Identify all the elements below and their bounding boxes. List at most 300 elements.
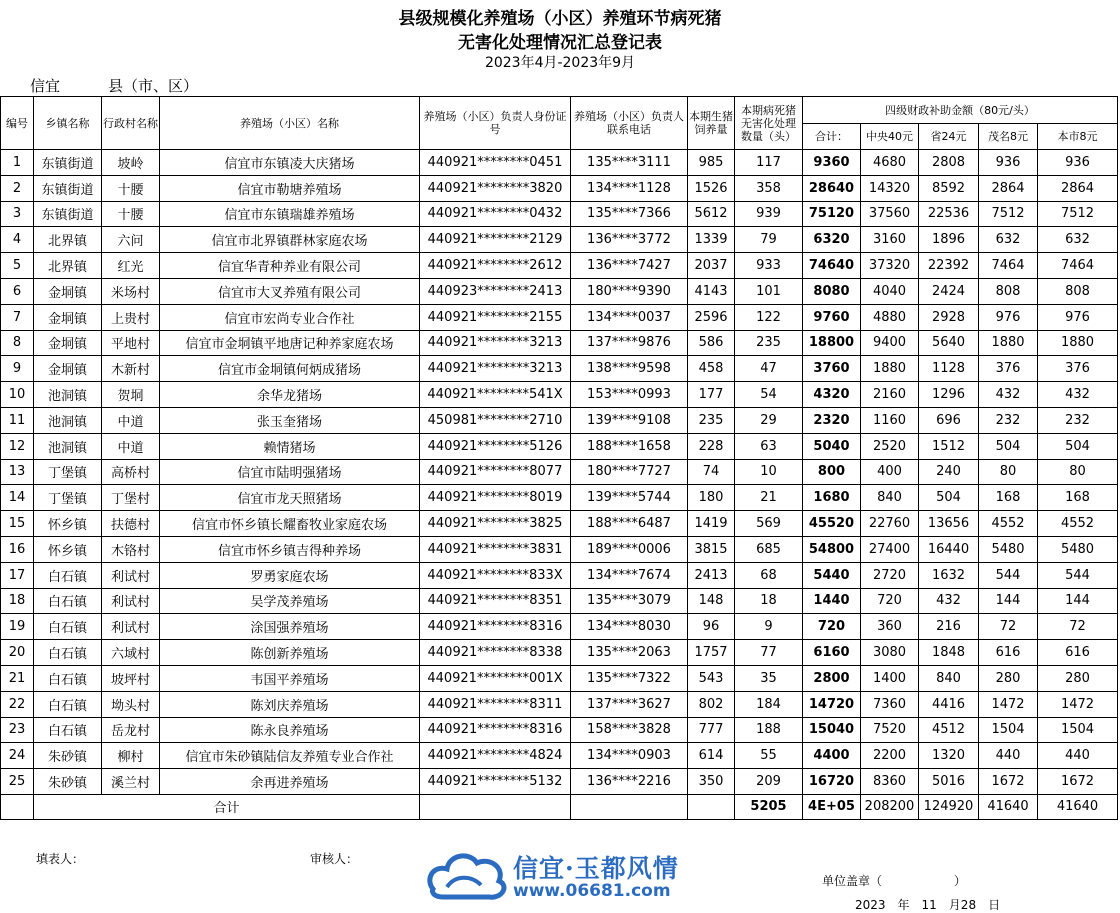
row-no: 5 — [1, 253, 34, 279]
row-town: 怀乡镇 — [34, 511, 102, 537]
total-subsidy-central: 208200 — [861, 794, 919, 819]
row-dead: 685 — [735, 536, 803, 562]
row-phone: 136****7427 — [571, 253, 688, 279]
row-subsidy-total: 5440 — [803, 562, 861, 588]
row-subsidy-central: 7520 — [861, 717, 919, 743]
row-subsidy-city: 144 — [979, 588, 1038, 614]
row-farm: 信宜市勒塘养殖场 — [160, 175, 420, 201]
row-no: 11 — [1, 407, 34, 433]
row-subsidy-province: 840 — [919, 665, 979, 691]
title-line1: 县级规模化养殖场（小区）养殖环节病死猪 — [398, 9, 722, 29]
row-no: 18 — [1, 588, 34, 614]
row-village: 六问 — [102, 227, 160, 253]
row-phone: 138****9598 — [571, 356, 688, 382]
row-stock: 177 — [688, 382, 735, 408]
row-town: 东镇街道 — [34, 150, 102, 176]
row-subsidy-total: 9760 — [803, 304, 861, 330]
row-phone: 189****0006 — [571, 536, 688, 562]
row-town: 北界镇 — [34, 227, 102, 253]
table-row — [1, 665, 1118, 691]
row-no: 8 — [1, 330, 34, 356]
row-farm: 罗勇家庭农场 — [160, 562, 420, 588]
row-stock: 235 — [688, 407, 735, 433]
table-row — [1, 459, 1118, 485]
row-id: 440921********8338 — [420, 640, 571, 666]
row-phone: 137****9876 — [571, 330, 688, 356]
table-row — [1, 769, 1118, 795]
row-id: 440921********4824 — [420, 743, 571, 769]
row-farm: 信宜市宏尚专业合作社 — [160, 304, 420, 330]
header-subsidy-central: 中央40元 — [861, 124, 919, 150]
row-farm: 陈创新养殖场 — [160, 640, 420, 666]
row-subsidy-total: 800 — [803, 459, 861, 485]
row-dead: 10 — [735, 459, 803, 485]
header-phone: 养殖场（小区）负责人联系电话 — [571, 97, 688, 150]
row-id: 440921********5126 — [420, 433, 571, 459]
row-stock: 802 — [688, 691, 735, 717]
row-farm: 张玉奎猪场 — [160, 407, 420, 433]
row-stock: 5612 — [688, 201, 735, 227]
row-subsidy-total: 54800 — [803, 536, 861, 562]
row-subsidy-city: 1504 — [979, 717, 1038, 743]
row-id: 440921********001X — [420, 665, 571, 691]
row-farm: 余华龙猪场 — [160, 382, 420, 408]
row-farm: 信宜市龙天照猪场 — [160, 485, 420, 511]
row-village: 米场村 — [102, 278, 160, 304]
row-no: 17 — [1, 562, 34, 588]
row-phone: 153****0993 — [571, 382, 688, 408]
row-town: 白石镇 — [34, 614, 102, 640]
filler-label: 填表人： — [36, 852, 85, 866]
row-no: 6 — [1, 278, 34, 304]
row-subsidy-local: 4552 — [1038, 511, 1118, 537]
header-subsidy-city: 茂名8元 — [979, 124, 1038, 150]
row-subsidy-total: 8080 — [803, 278, 861, 304]
row-no: 16 — [1, 536, 34, 562]
row-subsidy-local: 1880 — [1038, 330, 1118, 356]
header-town: 乡镇名称 — [34, 97, 102, 150]
row-id: 440921********8316 — [420, 614, 571, 640]
county-name: 信宜 — [30, 75, 100, 97]
row-dead: 9 — [735, 614, 803, 640]
row-subsidy-province: 2928 — [919, 304, 979, 330]
row-subsidy-local: 976 — [1038, 304, 1118, 330]
row-subsidy-total: 5040 — [803, 433, 861, 459]
row-phone: 188****1658 — [571, 433, 688, 459]
row-subsidy-province: 1128 — [919, 356, 979, 382]
row-town: 东镇街道 — [34, 175, 102, 201]
table-row — [1, 433, 1118, 459]
row-phone: 139****5744 — [571, 485, 688, 511]
row-subsidy-central: 2520 — [861, 433, 919, 459]
row-stock: 350 — [688, 769, 735, 795]
row-subsidy-city: 936 — [979, 150, 1038, 176]
row-subsidy-local: 7464 — [1038, 253, 1118, 279]
row-subsidy-province: 696 — [919, 407, 979, 433]
row-id: 440921********2155 — [420, 304, 571, 330]
row-dead: 63 — [735, 433, 803, 459]
watermark-site: 信宜·玉都风情 — [513, 854, 679, 883]
row-subsidy-city: 280 — [979, 665, 1038, 691]
row-stock: 2037 — [688, 253, 735, 279]
total-empty-phone — [571, 794, 688, 819]
row-subsidy-province: 1320 — [919, 743, 979, 769]
row-farm: 信宜市东镇瑞雄养殖场 — [160, 201, 420, 227]
row-subsidy-local: 808 — [1038, 278, 1118, 304]
row-phone: 134****0903 — [571, 743, 688, 769]
row-stock: 1419 — [688, 511, 735, 537]
row-village: 上贵村 — [102, 304, 160, 330]
row-subsidy-total: 4400 — [803, 743, 861, 769]
row-subsidy-local: 5480 — [1038, 536, 1118, 562]
row-town: 白石镇 — [34, 640, 102, 666]
row-subsidy-city: 1672 — [979, 769, 1038, 795]
row-stock: 96 — [688, 614, 735, 640]
row-village: 坡坪村 — [102, 665, 160, 691]
county-line — [30, 75, 198, 97]
row-farm: 信宜市北界镇群林家庭农场 — [160, 227, 420, 253]
row-town: 丁堡镇 — [34, 485, 102, 511]
row-subsidy-central: 2160 — [861, 382, 919, 408]
header-no: 编号 — [1, 97, 34, 150]
row-stock: 2596 — [688, 304, 735, 330]
table-body — [1, 150, 1118, 795]
row-village: 柳村 — [102, 743, 160, 769]
row-farm: 信宜市怀乡镇长耀畜牧业家庭农场 — [160, 511, 420, 537]
row-subsidy-local: 72 — [1038, 614, 1118, 640]
row-no: 25 — [1, 769, 34, 795]
row-farm: 信宜市朱砂镇陆信友养殖专业合作社 — [160, 743, 420, 769]
row-village: 利试村 — [102, 562, 160, 588]
row-dead: 55 — [735, 743, 803, 769]
row-dead: 939 — [735, 201, 803, 227]
row-subsidy-province: 240 — [919, 459, 979, 485]
row-subsidy-central: 2720 — [861, 562, 919, 588]
row-subsidy-province: 22392 — [919, 253, 979, 279]
row-id: 440921********2129 — [420, 227, 571, 253]
row-subsidy-local: 2864 — [1038, 175, 1118, 201]
total-subsidy-city: 41640 — [979, 794, 1038, 819]
header-subsidy-total: 合计： — [803, 124, 861, 150]
table-row — [1, 407, 1118, 433]
row-no: 1 — [1, 150, 34, 176]
table-row — [1, 743, 1118, 769]
row-subsidy-province: 5016 — [919, 769, 979, 795]
table-row — [1, 691, 1118, 717]
row-subsidy-central: 37560 — [861, 201, 919, 227]
row-town: 池洞镇 — [34, 433, 102, 459]
row-subsidy-city: 432 — [979, 382, 1038, 408]
row-village: 六域村 — [102, 640, 160, 666]
row-subsidy-central: 720 — [861, 588, 919, 614]
row-subsidy-total: 6160 — [803, 640, 861, 666]
table-row — [1, 485, 1118, 511]
row-town: 池洞镇 — [34, 382, 102, 408]
row-farm: 涂国强养殖场 — [160, 614, 420, 640]
row-no: 13 — [1, 459, 34, 485]
row-town: 怀乡镇 — [34, 536, 102, 562]
row-subsidy-total: 2800 — [803, 665, 861, 691]
row-subsidy-city: 376 — [979, 356, 1038, 382]
row-subsidy-local: 544 — [1038, 562, 1118, 588]
row-subsidy-local: 168 — [1038, 485, 1118, 511]
row-phone: 135****3079 — [571, 588, 688, 614]
table-row — [1, 614, 1118, 640]
row-town: 白石镇 — [34, 717, 102, 743]
row-village: 坡岭 — [102, 150, 160, 176]
row-subsidy-province: 1896 — [919, 227, 979, 253]
row-phone: 139****9108 — [571, 407, 688, 433]
row-village: 利试村 — [102, 614, 160, 640]
row-subsidy-local: 432 — [1038, 382, 1118, 408]
row-subsidy-province: 216 — [919, 614, 979, 640]
row-subsidy-central: 3160 — [861, 227, 919, 253]
row-subsidy-central: 8360 — [861, 769, 919, 795]
row-id: 440921********8019 — [420, 485, 571, 511]
row-village: 平地村 — [102, 330, 160, 356]
row-dead: 54 — [735, 382, 803, 408]
row-subsidy-total: 6320 — [803, 227, 861, 253]
row-subsidy-province: 1512 — [919, 433, 979, 459]
row-stock: 2413 — [688, 562, 735, 588]
row-subsidy-central: 840 — [861, 485, 919, 511]
row-subsidy-province: 1296 — [919, 382, 979, 408]
row-no: 10 — [1, 382, 34, 408]
row-farm: 信宜市怀乡镇吉得种养场 — [160, 536, 420, 562]
row-farm: 余再进养殖场 — [160, 769, 420, 795]
row-village: 中道 — [102, 407, 160, 433]
total-empty — [1, 794, 34, 819]
row-subsidy-city: 616 — [979, 640, 1038, 666]
row-stock: 1526 — [688, 175, 735, 201]
row-subsidy-total: 45520 — [803, 511, 861, 537]
row-no: 21 — [1, 665, 34, 691]
row-town: 池洞镇 — [34, 407, 102, 433]
row-subsidy-central: 1880 — [861, 356, 919, 382]
row-subsidy-total: 9360 — [803, 150, 861, 176]
row-phone: 136****2216 — [571, 769, 688, 795]
row-subsidy-city: 5480 — [979, 536, 1038, 562]
watermark-url: www.06681.com — [513, 881, 671, 901]
row-farm: 陈刘庆养殖场 — [160, 691, 420, 717]
row-town: 金垌镇 — [34, 330, 102, 356]
row-stock: 543 — [688, 665, 735, 691]
row-subsidy-province: 4512 — [919, 717, 979, 743]
row-dead: 569 — [735, 511, 803, 537]
row-farm: 信宜华青种养业有限公司 — [160, 253, 420, 279]
row-no: 22 — [1, 691, 34, 717]
table-row — [1, 640, 1118, 666]
row-subsidy-city: 544 — [979, 562, 1038, 588]
row-no: 20 — [1, 640, 34, 666]
row-subsidy-local: 280 — [1038, 665, 1118, 691]
row-village: 十腰 — [102, 175, 160, 201]
row-subsidy-local: 144 — [1038, 588, 1118, 614]
row-dead: 35 — [735, 665, 803, 691]
row-subsidy-local: 616 — [1038, 640, 1118, 666]
row-subsidy-province: 2808 — [919, 150, 979, 176]
row-stock: 1757 — [688, 640, 735, 666]
row-stock: 985 — [688, 150, 735, 176]
row-subsidy-total: 14720 — [803, 691, 861, 717]
row-subsidy-total: 1440 — [803, 588, 861, 614]
row-subsidy-local: 936 — [1038, 150, 1118, 176]
row-stock: 4143 — [688, 278, 735, 304]
table-row — [1, 304, 1118, 330]
row-subsidy-local: 232 — [1038, 407, 1118, 433]
row-subsidy-local: 632 — [1038, 227, 1118, 253]
row-id: 440921********3820 — [420, 175, 571, 201]
row-subsidy-central: 9400 — [861, 330, 919, 356]
row-no: 7 — [1, 304, 34, 330]
row-village: 溪兰村 — [102, 769, 160, 795]
total-empty-stock — [688, 794, 735, 819]
row-dead: 235 — [735, 330, 803, 356]
row-subsidy-total: 16720 — [803, 769, 861, 795]
row-dead: 101 — [735, 278, 803, 304]
row-farm: 韦国平养殖场 — [160, 665, 420, 691]
row-farm: 陈永良养殖场 — [160, 717, 420, 743]
total-subsidy-local: 41640 — [1038, 794, 1118, 819]
table-row — [1, 278, 1118, 304]
header-dead: 本期病死猪无害化处理数量（头） — [735, 97, 803, 150]
seal-label: 单位盖章（ ） — [822, 874, 967, 888]
header-subsidy-province: 省24元 — [919, 124, 979, 150]
row-subsidy-total: 74640 — [803, 253, 861, 279]
row-dead: 29 — [735, 407, 803, 433]
row-no: 4 — [1, 227, 34, 253]
row-dead: 79 — [735, 227, 803, 253]
row-subsidy-city: 7512 — [979, 201, 1038, 227]
row-subsidy-city: 504 — [979, 433, 1038, 459]
row-id: 440921********541X — [420, 382, 571, 408]
header-stock: 本期生猪饲养量 — [688, 97, 735, 150]
table-row — [1, 175, 1118, 201]
row-subsidy-province: 22536 — [919, 201, 979, 227]
row-phone: 180****9390 — [571, 278, 688, 304]
row-subsidy-central: 3080 — [861, 640, 919, 666]
row-village: 扶德村 — [102, 511, 160, 537]
row-no: 15 — [1, 511, 34, 537]
row-subsidy-city: 1472 — [979, 691, 1038, 717]
row-subsidy-total: 15040 — [803, 717, 861, 743]
row-phone: 134****1128 — [571, 175, 688, 201]
row-id: 440921********5132 — [420, 769, 571, 795]
row-id: 440921********8311 — [420, 691, 571, 717]
row-subsidy-city: 632 — [979, 227, 1038, 253]
row-village: 岳龙村 — [102, 717, 160, 743]
row-no: 24 — [1, 743, 34, 769]
row-subsidy-central: 27400 — [861, 536, 919, 562]
row-village: 中道 — [102, 433, 160, 459]
row-village: 丁堡村 — [102, 485, 160, 511]
row-subsidy-local: 440 — [1038, 743, 1118, 769]
row-phone: 136****3772 — [571, 227, 688, 253]
row-phone: 180****7727 — [571, 459, 688, 485]
row-subsidy-total: 18800 — [803, 330, 861, 356]
row-phone: 188****6487 — [571, 511, 688, 537]
row-no: 12 — [1, 433, 34, 459]
row-subsidy-province: 8592 — [919, 175, 979, 201]
county-suffix: 县（市、区） — [108, 77, 199, 95]
row-stock: 614 — [688, 743, 735, 769]
row-subsidy-central: 4880 — [861, 304, 919, 330]
row-dead: 47 — [735, 356, 803, 382]
row-town: 金垌镇 — [34, 356, 102, 382]
cloud-logo-icon — [425, 845, 511, 905]
row-subsidy-central: 4680 — [861, 150, 919, 176]
row-town: 朱砂镇 — [34, 743, 102, 769]
header-farm: 养殖场（小区）名称 — [160, 97, 420, 150]
row-phone: 135****2063 — [571, 640, 688, 666]
row-id: 440921********2612 — [420, 253, 571, 279]
row-phone: 135****7322 — [571, 665, 688, 691]
period-text: 2023年4月-2023年9月 — [484, 55, 636, 71]
row-subsidy-city: 4552 — [979, 511, 1038, 537]
row-farm: 信宜市大叉养殖有限公司 — [160, 278, 420, 304]
row-village: 木新村 — [102, 356, 160, 382]
row-subsidy-province: 4416 — [919, 691, 979, 717]
row-id: 440921********8351 — [420, 588, 571, 614]
header-id: 养殖场（小区）负责人身份证号 — [420, 97, 571, 150]
row-subsidy-city: 1880 — [979, 330, 1038, 356]
row-subsidy-central: 14320 — [861, 175, 919, 201]
row-town: 朱砂镇 — [34, 769, 102, 795]
row-subsidy-city: 72 — [979, 614, 1038, 640]
row-subsidy-province: 5640 — [919, 330, 979, 356]
table-row — [1, 382, 1118, 408]
row-town: 白石镇 — [34, 588, 102, 614]
row-subsidy-total: 75120 — [803, 201, 861, 227]
row-dead: 184 — [735, 691, 803, 717]
row-town: 白石镇 — [34, 562, 102, 588]
row-subsidy-central: 2200 — [861, 743, 919, 769]
row-dead: 122 — [735, 304, 803, 330]
row-subsidy-city: 80 — [979, 459, 1038, 485]
table-row — [1, 201, 1118, 227]
table-row — [1, 717, 1118, 743]
row-subsidy-total: 1680 — [803, 485, 861, 511]
row-id: 440921********0451 — [420, 150, 571, 176]
row-id: 440921********3825 — [420, 511, 571, 537]
row-subsidy-local: 376 — [1038, 356, 1118, 382]
row-id: 440921********0432 — [420, 201, 571, 227]
total-subsidy-province: 124920 — [919, 794, 979, 819]
total-row — [1, 794, 1118, 819]
table-row — [1, 253, 1118, 279]
row-stock: 3815 — [688, 536, 735, 562]
row-stock: 148 — [688, 588, 735, 614]
row-subsidy-central: 4040 — [861, 278, 919, 304]
row-dead: 21 — [735, 485, 803, 511]
table-row — [1, 356, 1118, 382]
row-subsidy-central: 1400 — [861, 665, 919, 691]
row-subsidy-province: 504 — [919, 485, 979, 511]
row-no: 23 — [1, 717, 34, 743]
row-village: 高桥村 — [102, 459, 160, 485]
watermark-logo — [425, 845, 700, 905]
row-subsidy-city: 2864 — [979, 175, 1038, 201]
row-dead: 18 — [735, 588, 803, 614]
row-id: 440921********8316 — [420, 717, 571, 743]
row-dead: 68 — [735, 562, 803, 588]
row-dead: 188 — [735, 717, 803, 743]
table-row — [1, 588, 1118, 614]
row-id: 440921********833X — [420, 562, 571, 588]
row-subsidy-local: 1672 — [1038, 769, 1118, 795]
row-subsidy-central: 37320 — [861, 253, 919, 279]
row-no: 3 — [1, 201, 34, 227]
